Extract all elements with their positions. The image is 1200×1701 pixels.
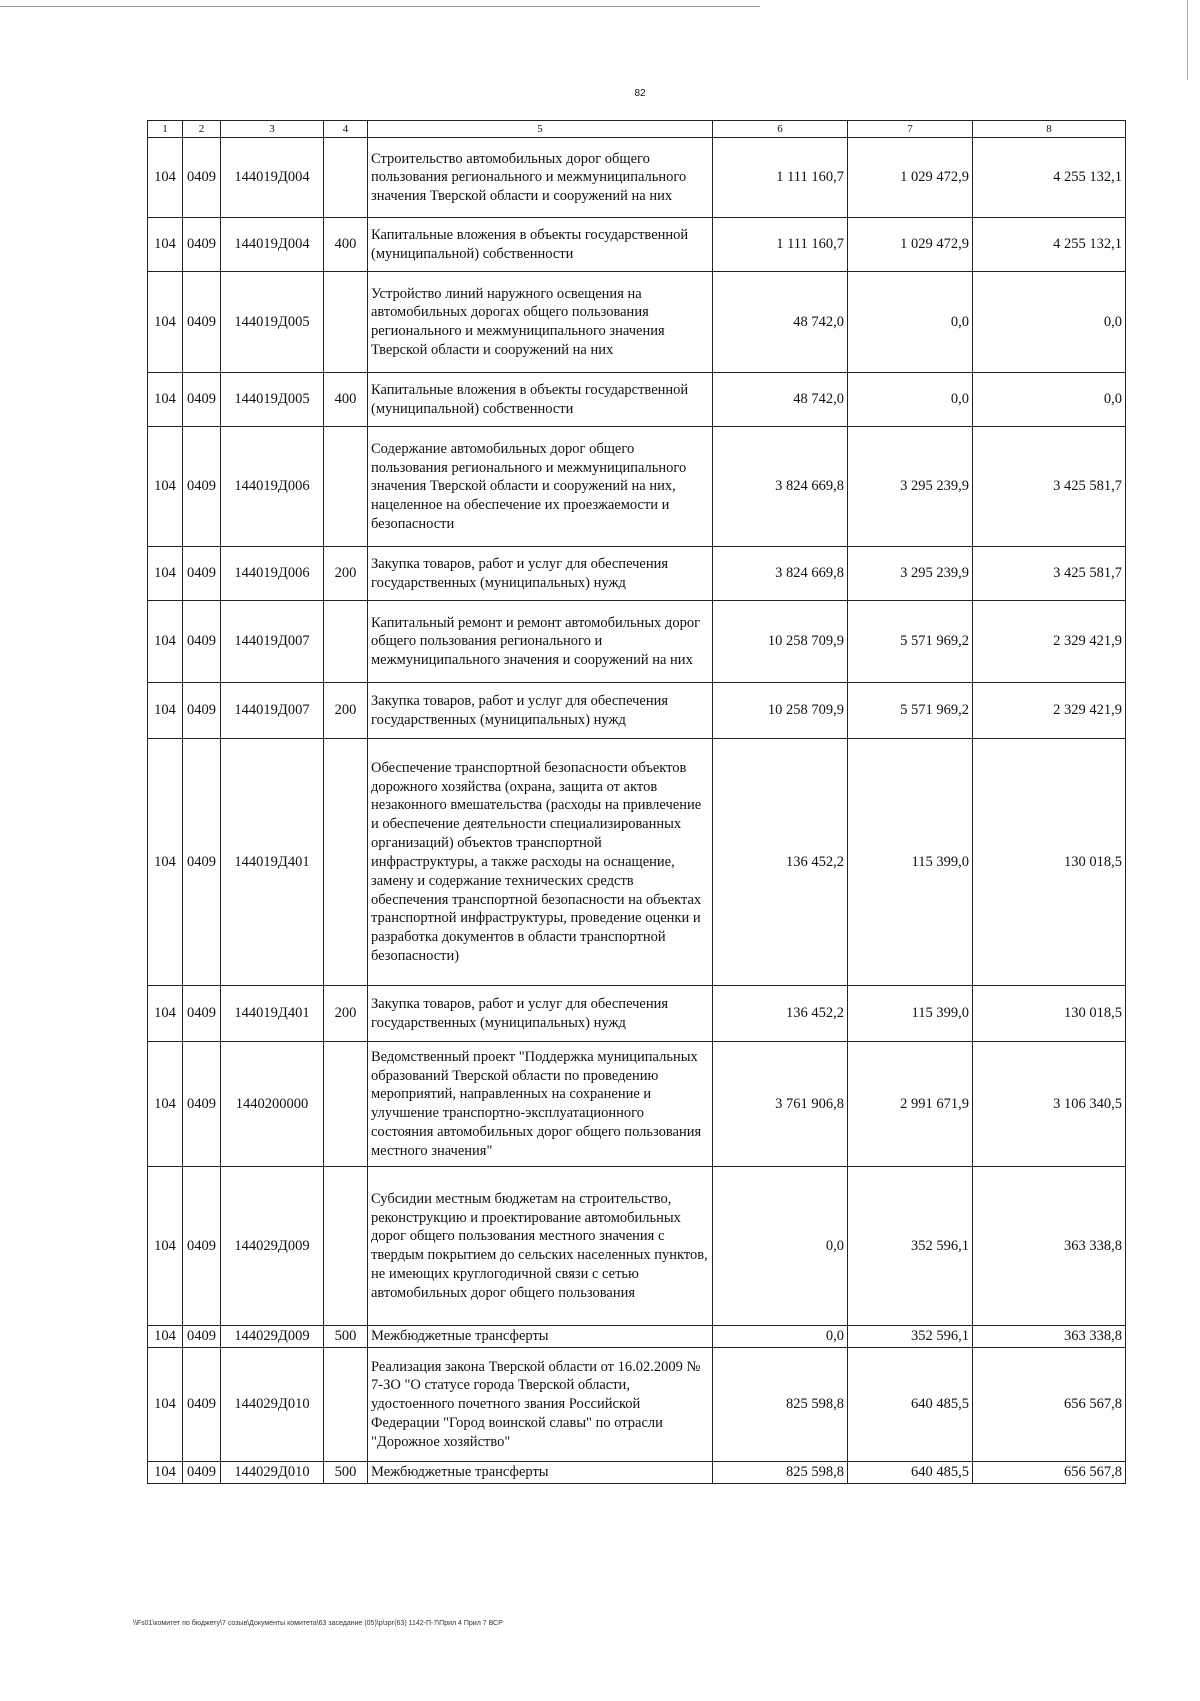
column-number: 8	[973, 121, 1126, 138]
table-row	[148, 547, 1126, 601]
amount-year-1: 48 742,0	[713, 373, 848, 427]
table-row	[148, 427, 1126, 547]
amount-year-3: 130 018,5	[973, 739, 1126, 986]
amount-year-2: 1 029 472,9	[848, 138, 973, 218]
item-name: Устройство линий наружного освещения на автомобильных дорогах общего пользования регионального и межмуниципального значения Тверской области и сооружений на них	[368, 272, 713, 373]
expense-type-code: 400	[324, 218, 368, 272]
expense-type-code	[324, 272, 368, 373]
amount-year-1: 1 111 160,7	[713, 218, 848, 272]
table-row	[148, 601, 1126, 683]
expense-type-code	[324, 1167, 368, 1326]
ministry-code: 104	[148, 547, 183, 601]
item-name: Закупка товаров, работ и услуг для обеспечения государственных (муниципальных) нужд	[368, 683, 713, 739]
item-name: Капитальные вложения в объекты государственной (муниципальной) собственности	[368, 373, 713, 427]
ministry-code: 104	[148, 218, 183, 272]
expense-type-code	[324, 138, 368, 218]
target-article-code: 144019Д006	[221, 427, 324, 547]
amount-year-2: 640 485,5	[848, 1348, 973, 1462]
amount-year-1: 3 824 669,8	[713, 547, 848, 601]
amount-year-2: 5 571 969,2	[848, 601, 973, 683]
target-article-code: 144019Д007	[221, 601, 324, 683]
ministry-code: 104	[148, 601, 183, 683]
target-article-code: 144019Д005	[221, 373, 324, 427]
expense-type-code	[324, 739, 368, 986]
item-name: Закупка товаров, работ и услуг для обеспечения государственных (муниципальных) нужд	[368, 986, 713, 1042]
amount-year-2: 5 571 969,2	[848, 683, 973, 739]
target-article-code: 144019Д004	[221, 218, 324, 272]
amount-year-2: 352 596,1	[848, 1167, 973, 1326]
budget-table	[147, 120, 1126, 1484]
target-article-code: 144019Д005	[221, 272, 324, 373]
amount-year-1: 0,0	[713, 1167, 848, 1326]
amount-year-2: 115 399,0	[848, 739, 973, 986]
table-row	[148, 1326, 1126, 1348]
section-code: 0409	[183, 601, 221, 683]
ministry-code: 104	[148, 1042, 183, 1167]
item-name: Закупка товаров, работ и услуг для обеспечения государственных (муниципальных) нужд	[368, 547, 713, 601]
amount-year-1: 10 258 709,9	[713, 683, 848, 739]
expense-type-code: 200	[324, 986, 368, 1042]
ministry-code: 104	[148, 373, 183, 427]
amount-year-3: 363 338,8	[973, 1326, 1126, 1348]
column-number: 3	[221, 121, 324, 138]
section-code: 0409	[183, 218, 221, 272]
table-row	[148, 272, 1126, 373]
table-row	[148, 683, 1126, 739]
target-article-code: 144029Д009	[221, 1167, 324, 1326]
item-name: Капитальные вложения в объекты государственной (муниципальной) собственности	[368, 218, 713, 272]
item-name: Межбюджетные трансферты	[368, 1326, 713, 1348]
page-number: 82	[634, 88, 646, 99]
amount-year-2: 3 295 239,9	[848, 547, 973, 601]
target-article-code: 144029Д010	[221, 1348, 324, 1462]
section-code: 0409	[183, 1348, 221, 1462]
item-name: Ведомственный проект "Поддержка муниципальных образований Тверской области по проведению мероприятий, направленных на сохранение и улучшение транспортно-эксплуатационного состояния автомобильных дорог общего пользования местного значения"	[368, 1042, 713, 1167]
amount-year-3: 2 329 421,9	[973, 683, 1126, 739]
amount-year-1: 825 598,8	[713, 1348, 848, 1462]
item-name: Обеспечение транспортной безопасности объектов дорожного хозяйства (охрана, защита от актов незаконного вмешательства (расходы на привлечение и обеспечение деятельности специализированных организаций) объектов транспортной инфраструктуры, а также расходы на оснащение, замену и содержание технических средств обеспечения транспортной безопасности на объектах транспортной инфраструктуры, проведение оценки и разработка документов в области транспортной безопасности)	[368, 739, 713, 986]
column-number-row	[148, 121, 1126, 138]
amount-year-3: 0,0	[973, 373, 1126, 427]
amount-year-2: 3 295 239,9	[848, 427, 973, 547]
amount-year-3: 363 338,8	[973, 1167, 1126, 1326]
amount-year-2: 640 485,5	[848, 1462, 973, 1484]
section-code: 0409	[183, 739, 221, 986]
table-row	[148, 373, 1126, 427]
target-article-code: 1440200000	[221, 1042, 324, 1167]
column-number: 4	[324, 121, 368, 138]
item-name: Строительство автомобильных дорог общего пользования регионального и межмуниципального значения Тверской области и сооружений на них	[368, 138, 713, 218]
ministry-code: 104	[148, 739, 183, 986]
amount-year-3: 0,0	[973, 272, 1126, 373]
amount-year-3: 130 018,5	[973, 986, 1126, 1042]
amount-year-1: 825 598,8	[713, 1462, 848, 1484]
table-row	[148, 986, 1126, 1042]
amount-year-1: 10 258 709,9	[713, 601, 848, 683]
amount-year-1: 3 824 669,8	[713, 427, 848, 547]
footer-file-path: \\Fs01\комитет по бюджету\7 созыв\Документы комитета\63 заседание (05)\р\зрг(63) 1142-П-7\Прил 4 Прил 7 ВСР	[133, 1620, 503, 1627]
amount-year-3: 4 255 132,1	[973, 138, 1126, 218]
ministry-code: 104	[148, 1326, 183, 1348]
amount-year-3: 3 425 581,7	[973, 547, 1126, 601]
expense-type-code	[324, 427, 368, 547]
table-row	[148, 1348, 1126, 1462]
expense-type-code: 400	[324, 373, 368, 427]
amount-year-2: 1 029 472,9	[848, 218, 973, 272]
ministry-code: 104	[148, 272, 183, 373]
target-article-code: 144029Д009	[221, 1326, 324, 1348]
column-number: 7	[848, 121, 973, 138]
amount-year-2: 115 399,0	[848, 986, 973, 1042]
section-code: 0409	[183, 683, 221, 739]
table-row	[148, 218, 1126, 272]
column-number: 6	[713, 121, 848, 138]
amount-year-3: 656 567,8	[973, 1348, 1126, 1462]
amount-year-3: 656 567,8	[973, 1462, 1126, 1484]
scan-edge-line-vertical	[1187, 0, 1188, 80]
amount-year-3: 2 329 421,9	[973, 601, 1126, 683]
scan-edge-line	[0, 6, 760, 7]
section-code: 0409	[183, 1042, 221, 1167]
section-code: 0409	[183, 272, 221, 373]
table-row	[148, 1167, 1126, 1326]
section-code: 0409	[183, 1167, 221, 1326]
target-article-code: 144019Д401	[221, 986, 324, 1042]
expense-type-code: 200	[324, 547, 368, 601]
item-name: Содержание автомобильных дорог общего пользования регионального и межмуниципального значения Тверской области и сооружений на них, нацеленное на обеспечение их проезжаемости и безопасности	[368, 427, 713, 547]
ministry-code: 104	[148, 1167, 183, 1326]
item-name: Субсидии местным бюджетам на строительство, реконструкцию и проектирование автомобильных дорог общего пользования местного значения с твердым покрытием до сельских населенных пунктов, не имеющих круглогодичной связи с сетью автомобильных дорог общего пользования	[368, 1167, 713, 1326]
amount-year-2: 0,0	[848, 373, 973, 427]
ministry-code: 104	[148, 683, 183, 739]
amount-year-1: 3 761 906,8	[713, 1042, 848, 1167]
section-code: 0409	[183, 373, 221, 427]
table-row	[148, 1462, 1126, 1484]
ministry-code: 104	[148, 1348, 183, 1462]
expense-type-code: 200	[324, 683, 368, 739]
expense-type-code: 500	[324, 1462, 368, 1484]
ministry-code: 104	[148, 986, 183, 1042]
section-code: 0409	[183, 547, 221, 601]
table-row	[148, 739, 1126, 986]
table-row	[148, 138, 1126, 218]
item-name: Межбюджетные трансферты	[368, 1462, 713, 1484]
amount-year-2: 352 596,1	[848, 1326, 973, 1348]
amount-year-1: 136 452,2	[713, 986, 848, 1042]
section-code: 0409	[183, 1326, 221, 1348]
section-code: 0409	[183, 986, 221, 1042]
expense-type-code	[324, 1348, 368, 1462]
amount-year-1: 0,0	[713, 1326, 848, 1348]
ministry-code: 104	[148, 427, 183, 547]
table-row	[148, 1042, 1126, 1167]
item-name: Реализация закона Тверской области от 16.02.2009 № 7-ЗО "О статусе города Тверской области, удостоенного почетного звания Российской Федерации "Город воинской славы" по отрасли "Дорожное хозяйство"	[368, 1348, 713, 1462]
column-number: 2	[183, 121, 221, 138]
amount-year-2: 0,0	[848, 272, 973, 373]
item-name: Капитальный ремонт и ремонт автомобильных дорог общего пользования регионального и межмуниципального значения и сооружений на них	[368, 601, 713, 683]
target-article-code: 144019Д007	[221, 683, 324, 739]
amount-year-3: 3 425 581,7	[973, 427, 1126, 547]
expense-type-code: 500	[324, 1326, 368, 1348]
section-code: 0409	[183, 1462, 221, 1484]
amount-year-3: 4 255 132,1	[973, 218, 1126, 272]
expense-type-code	[324, 601, 368, 683]
amount-year-2: 2 991 671,9	[848, 1042, 973, 1167]
target-article-code: 144019Д401	[221, 739, 324, 986]
section-code: 0409	[183, 138, 221, 218]
ministry-code: 104	[148, 1462, 183, 1484]
column-number: 5	[368, 121, 713, 138]
amount-year-1: 1 111 160,7	[713, 138, 848, 218]
target-article-code: 144029Д010	[221, 1462, 324, 1484]
amount-year-3: 3 106 340,5	[973, 1042, 1126, 1167]
amount-year-1: 48 742,0	[713, 272, 848, 373]
ministry-code: 104	[148, 138, 183, 218]
target-article-code: 144019Д004	[221, 138, 324, 218]
expense-type-code	[324, 1042, 368, 1167]
column-number: 1	[148, 121, 183, 138]
target-article-code: 144019Д006	[221, 547, 324, 601]
section-code: 0409	[183, 427, 221, 547]
amount-year-1: 136 452,2	[713, 739, 848, 986]
